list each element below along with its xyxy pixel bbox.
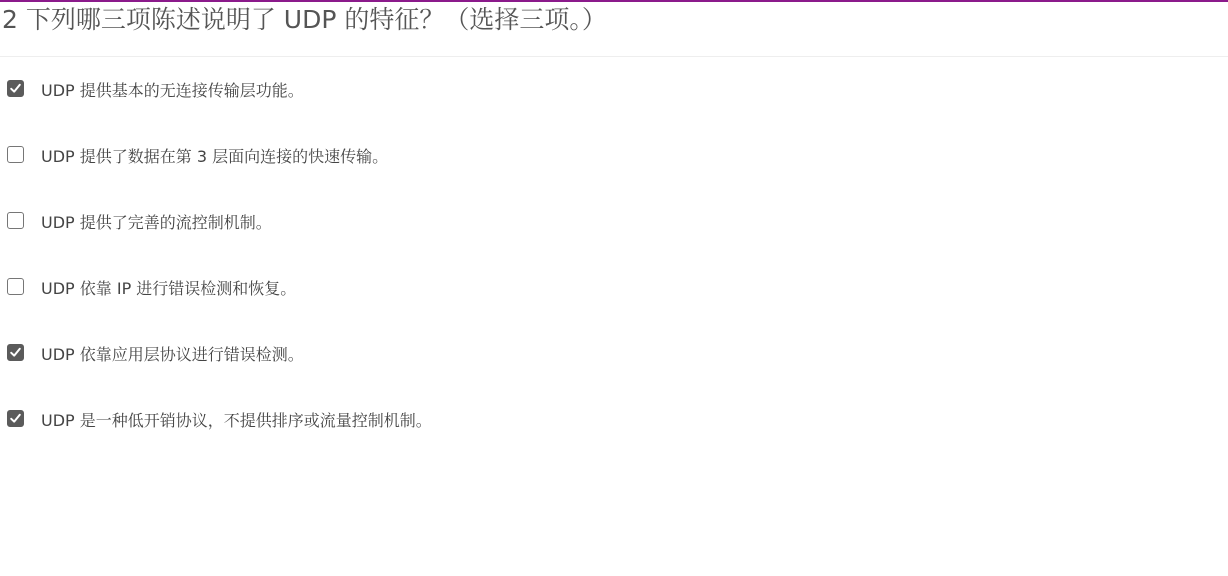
checkbox-checked[interactable] [7,344,24,361]
answer-option-6[interactable] [0,408,1228,474]
option-label[interactable]: UDP 依靠应用层协议进行错误检测。 [41,345,304,364]
checkbox-checked[interactable] [7,80,24,97]
answer-option-3[interactable] [0,210,1228,276]
option-label[interactable]: UDP 提供了完善的流控制机制。 [41,213,272,232]
checkbox-checked[interactable] [7,410,24,427]
answer-options [0,78,1228,474]
option-label[interactable]: UDP 提供基本的无连接传输层功能。 [41,81,304,100]
option-label[interactable]: UDP 是一种低开销协议，不提供排序或流量控制机制。 [41,411,432,430]
question-title: 2 下列哪三项陈述说明了 UDP 的特征？（选择三项。） [2,5,607,34]
option-label[interactable]: UDP 提供了数据在第 3 层面向连接的快速传输。 [41,147,389,166]
checkbox-unchecked[interactable] [7,278,24,295]
checkbox-unchecked[interactable] [7,146,24,163]
checkbox-unchecked[interactable] [7,212,24,229]
answer-option-5[interactable] [0,342,1228,408]
answer-option-2[interactable] [0,144,1228,210]
answer-option-4[interactable] [0,276,1228,342]
answer-option-1[interactable] [0,78,1228,144]
title-divider [0,56,1228,57]
option-label[interactable]: UDP 依靠 IP 进行错误检测和恢复。 [41,279,297,298]
checkmark-icon [9,346,22,359]
checkmark-icon [9,82,22,95]
checkmark-icon [9,412,22,425]
top-accent-bar [0,0,1228,2]
